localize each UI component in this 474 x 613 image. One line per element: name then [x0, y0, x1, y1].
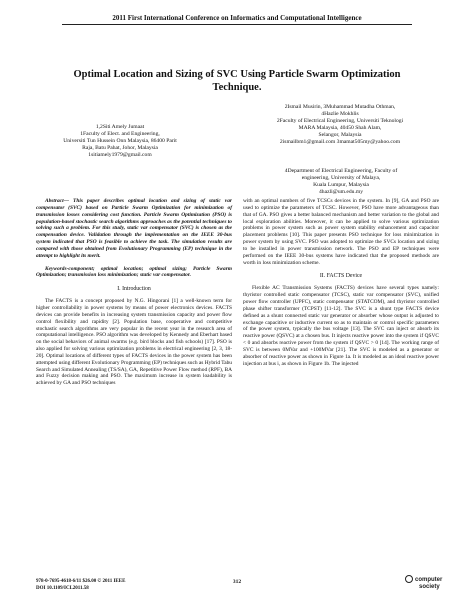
- author-line: MARA Malaysia, 40450 Shah Alam,: [298, 124, 382, 131]
- logo-text: society: [419, 584, 440, 590]
- author-line: 2ismailbm1@gmail.com 3mamat505my@yahoo.com: [279, 138, 401, 145]
- introduction-text: The FACTS is a concept proposed by N.G. Hingorani [1] a well-known term for higher controllability in power systems by means of power electronics devices. FACTS devices can provide benefits in increasing system transmission capacity and power flow control flexibility and rapidity [2]. Population base, cooperative and competitive stochastic search algorithms are very popular in the recent year in the research area of computational intelligence. PSO algorithm was developed by Kennedy and Eberhart based on the social behaviors of animal swarms (e.g. bird blocks and fish schools) [17]. PSO is also applied for solving various optimization problems in electrical engineering [2, 3, 18-20]. Optimal locations of different types of FACTS devices in the power system has been attempted using different Evolutionary Programming (EP) techniques such as Hybrid Tabu Search and Simulated Annealing (TS/SA), GA, Repetitive Power Flow method (RPF), BA and Fuzzy decision making and PSO. The maximum increase in system loadability is achieved by GA and PSO techniques: [36, 298, 232, 387]
- logo-text: computer: [415, 577, 443, 583]
- left-column: [36, 198, 232, 387]
- conference-header: 2011 First International Conference on Informatics and Computational Intelligence: [112, 14, 362, 22]
- author-line: 1,2Siti Amely Jumaat: [95, 124, 145, 130]
- author-line: 4Department of Electrical Engineering, Faculty of: [284, 168, 398, 174]
- right-column: [243, 198, 439, 367]
- title-line: Optimal Location and Sizing of SVC Using Particle Swarm Optimization: [73, 69, 401, 80]
- body-paragraph: with an optimal numbers of five TCSCs devices in the system. In [9], GA and PSO are used to optimize the parameters of TCSC. However, PSO have more advantageous than that of GA. PSO gives a better balanced mechanism and better variation to the global and local exploration abilities. Moreover, it can be applied to solve various optimization problems in power system such as power system stability enhancement and capacitor placement problems [10]. This paper presents PSO technique for loss minimization in power system by using SVC. PSO was adopted to optimize the SVCs location and sizing to be installed in power transmission network. The PSO and EP techniques were performed on the IEEE 30-bus systems have indicated that the proposed methods are worth in loss minimization scheme.: [243, 198, 439, 266]
- section-heading-facts: II. FACTS Device: [319, 273, 363, 280]
- logo-mark-icon: [406, 576, 413, 583]
- author-line: Kuala Lumpur, Malaysia: [313, 181, 369, 188]
- author-line: 2Ismail Musirin, 3Muhammad Mutadha Othman,: [284, 104, 396, 110]
- author-line: 2Faculty of Electrical Engineering, Universiti Teknologi: [276, 117, 404, 124]
- author-block-right-2: [268, 168, 414, 196]
- author-line: 4hazli@um.edu.my: [319, 188, 363, 195]
- footer-line: 978-0-7695-4618-6/11 $26.00 © 2011 IEEE: [36, 579, 126, 584]
- author-line: Raja, Batu Pahat, Johor, Malaysia: [82, 144, 158, 151]
- title-line: Technique.: [212, 82, 262, 93]
- page-number: 312: [232, 579, 242, 585]
- author-block-right: [242, 104, 438, 145]
- paper-title: [40, 68, 434, 94]
- author-block-left: [40, 124, 200, 159]
- author-line: Selangor, Malaysia: [318, 131, 362, 138]
- facts-text: Flexible AC Transmission Systems (FACTS) devices have several types namely: thyristor controlled static compensator (TCSC), static var compensator (SVC), unified power flow controller (UPFC), static compensator (STATCOM), and thyristor controlled phase shifter transformer (TCPST) [11-12]. The SVC is a shunt type FACTS device defined as a shunt connected static var generator or absorber whose output is adjusted to exchange capacitive or inductive current so as to maintain or control specific parameters of the power system, typically the bus voltage [13]. The SVC can inject or absorb its reactive power (QSVC) at a chosen bus. It injects reactive power into the system if QSVC < 0 and absorbs reactive power from the system if QSVC > 0 [14]. The working range of SVC is between 0MVar and +100MVar [21]. The SVC is modeled as a generator or absorber of reactive power as shown in Figure 1a. It is modeled as an ideal reactive power injection at bus i, as shown in Figure 1b. The injected: [243, 285, 439, 367]
- author-line: Universiti Tun Hussein Onn Malaysia, 86400 Parit: [63, 137, 177, 144]
- author-line: 1sitiamely1979@gmail.com: [88, 151, 152, 158]
- header-rule: [62, 24, 412, 25]
- author-line: engineering, University of Malaya,: [301, 174, 381, 181]
- footer-line: DOI 10.1109/ICI.2011.58: [36, 585, 89, 591]
- section-heading-introduction: I. Introduction: [117, 286, 151, 293]
- author-line: 1Faculty of Elect. and Engineering,: [80, 130, 160, 137]
- keywords: Keywords-component; optimal location; optimal sizing; Particle Swarm Optimization; transmission loss minimization; static var compensator.: [36, 265, 232, 279]
- author-line: 4Hazlie Mokhlis: [321, 110, 359, 117]
- computer-society-logo: [404, 572, 446, 592]
- abstract: Abstract— This paper describes optimal location and sizing of static var compensator (SVC) based on Particle Swarm Optimization for minimization of transmission losses considering cost function. Particle Swarm Optimization (PSO) is population-based stochastic search algorithms approaches as the potential techniques to solving such a problem. For this study, static var compensator (SVC) is chosen as the compensation device. Validation through the implementation on the IEEE 30-bus system indicated that PSO is feasible to achieve the task. The simulation results are compared with those obtained from Evolutionary Programming (EP) technique in the attempt to highlight its merit.: [36, 198, 232, 259]
